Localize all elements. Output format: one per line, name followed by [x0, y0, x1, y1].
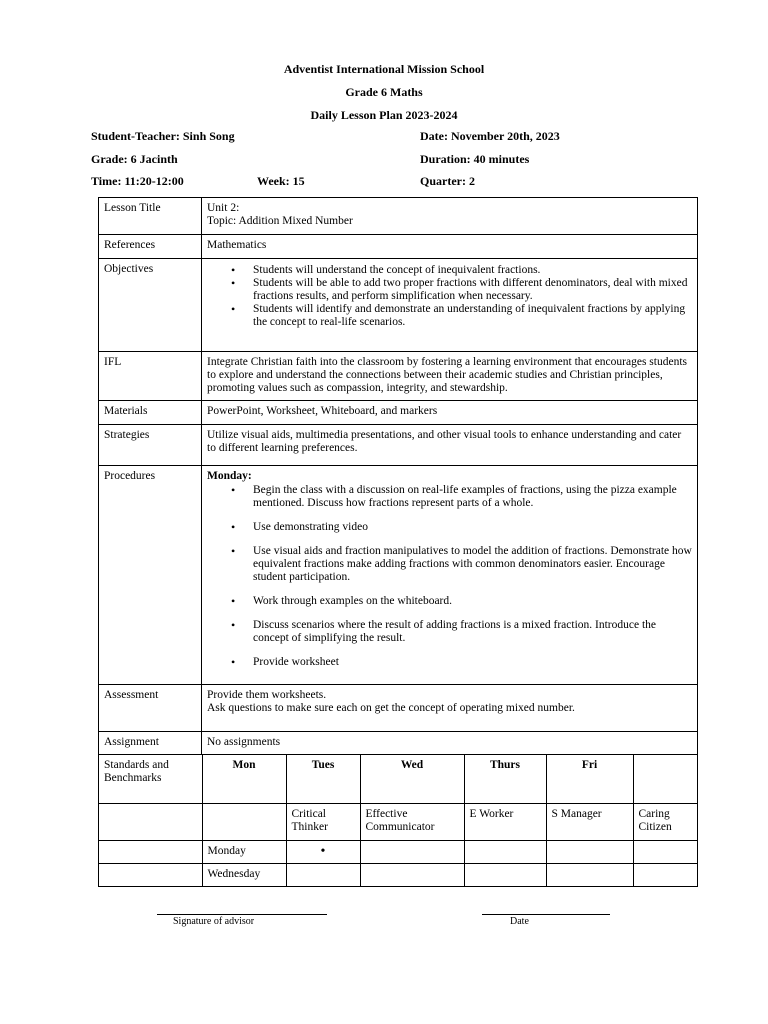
- standards-empty: [546, 864, 633, 887]
- assessment-value: [202, 685, 698, 732]
- standards-empty: [464, 841, 546, 864]
- procedures-row: [99, 466, 698, 685]
- assessment-line: Ask questions to make sure each on get the concept of operating mixed number.: [207, 702, 575, 714]
- grade-label: Grade: 6 Jacinth: [91, 152, 178, 166]
- procedure-item: • Discuss scenarios where the result of adding fractions is a mixed fraction. Introduce the concept of simplifying the result.: [253, 619, 692, 645]
- standards-day-label-empty: [99, 864, 202, 887]
- objective-item: • Students will be able to add two proper fractions with different denominators, deal with mixed fractions results, and perform simplification when necessary.: [253, 277, 692, 303]
- standards-mark: [286, 864, 360, 887]
- procedures-value: [202, 466, 698, 685]
- standards-day-row: [99, 841, 697, 864]
- standards-day-name: Monday: [202, 841, 286, 864]
- standards-traits-row: [99, 804, 697, 841]
- ifl-label: IFL: [99, 352, 202, 401]
- school-name: Adventist International Mission School: [283, 62, 485, 76]
- standards-empty: [464, 864, 546, 887]
- day-header: Thurs: [464, 755, 546, 804]
- assignment-label: Assignment: [99, 732, 202, 755]
- assignment-row: [99, 732, 698, 755]
- procedure-item: • Use demonstrating video: [253, 521, 692, 534]
- ifl-value: Integrate Christian faith into the classroom by fostering a learning environment that encourages students to explore and understand the connections between their academic studies and Christian principles, promoting values such as compassion, integrity, and stewardship.: [202, 352, 698, 401]
- objectives-label: Objectives: [99, 259, 202, 352]
- standards-day-name: Wednesday: [202, 864, 286, 887]
- procedure-item: • Use visual aids and fraction manipulatives to model the addition of fractions. Demonstrate how equivalent fractions make adding fractions with common denominators easier. Encourage student participation.: [253, 545, 692, 584]
- references-label: References: [99, 235, 202, 259]
- unit-line: Unit 2:: [207, 202, 240, 214]
- procedures-list: [207, 484, 692, 669]
- assignment-value: No assignments: [202, 732, 698, 755]
- procedures-label: Procedures: [99, 466, 202, 685]
- standards-cell: [99, 755, 698, 887]
- standards-empty: [546, 841, 633, 864]
- plan-title: Daily Lesson Plan 2023-2024: [310, 108, 458, 122]
- duration-label: Duration: 40 minutes: [420, 152, 530, 166]
- materials-value: PowerPoint, Worksheet, Whiteboard, and markers: [202, 401, 698, 425]
- time-label: Time: 11:20-12:00: [91, 174, 184, 188]
- assessment-label: Assessment: [99, 685, 202, 732]
- lesson-plan-table: [98, 197, 698, 887]
- standards-label: Standards and Benchmarks: [99, 755, 202, 804]
- assessment-row: [99, 685, 698, 732]
- references-row: [99, 235, 698, 259]
- standards-day-label-empty: [99, 841, 202, 864]
- standards-mark: •: [286, 841, 360, 864]
- date-signature-line: [482, 914, 610, 915]
- advisor-signature-label: Signature of advisor: [173, 916, 255, 927]
- trait-empty: [202, 804, 286, 841]
- references-value: Mathematics: [202, 235, 698, 259]
- date-signature-label: Date: [510, 916, 529, 927]
- standards-empty: [633, 841, 697, 864]
- ifl-row: [99, 352, 698, 401]
- procedure-item: • Provide worksheet: [253, 656, 692, 669]
- materials-row: [99, 401, 698, 425]
- procedures-day: Monday:: [207, 470, 252, 482]
- strategies-value: Utilize visual aids, multimedia presentations, and other visual tools to enhance understanding and cater to different learning preferences.: [202, 425, 698, 466]
- trait-label: Effective Communicator: [360, 804, 464, 841]
- quarter-label: Quarter: 2: [420, 174, 475, 188]
- trait-label: Critical Thinker: [286, 804, 360, 841]
- procedure-item: • Work through examples on the whiteboard.: [253, 595, 692, 608]
- strategies-row: [99, 425, 698, 466]
- standards-row: [99, 755, 698, 887]
- lesson-title-label: Lesson Title: [99, 198, 202, 235]
- day-header: Mon: [202, 755, 286, 804]
- day-header-empty: [633, 755, 697, 804]
- week-label: Week: 15: [257, 174, 305, 188]
- day-header: Wed: [360, 755, 464, 804]
- standards-empty: [360, 841, 464, 864]
- standards-days-row: [99, 755, 697, 804]
- objective-item: • Students will understand the concept of inequivalent fractions.: [253, 264, 692, 277]
- trait-label: E Worker: [464, 804, 546, 841]
- objectives-list: [207, 264, 692, 329]
- day-header: Tues: [286, 755, 360, 804]
- advisor-signature-line: [157, 914, 327, 915]
- lesson-title-row: [99, 198, 698, 235]
- trait-label: Caring Citizen: [633, 804, 697, 841]
- trait-row-label: [99, 804, 202, 841]
- trait-label: S Manager: [546, 804, 633, 841]
- standards-empty: [633, 864, 697, 887]
- topic-line: Topic: Addition Mixed Number: [207, 215, 353, 227]
- objective-item: • Students will identify and demonstrate an understanding of inequivalent fractions by applying the concept to real-life scenarios.: [253, 303, 692, 329]
- standards-table: [99, 755, 697, 886]
- standards-empty: [360, 864, 464, 887]
- strategies-label: Strategies: [99, 425, 202, 466]
- lesson-title-value: [202, 198, 698, 235]
- day-header: Fri: [546, 755, 633, 804]
- subject-title: Grade 6 Maths: [345, 85, 423, 99]
- procedure-item: • Begin the class with a discussion on real-life examples of fractions, using the pizza example mentioned. Discuss how fractions represent parts of a whole.: [253, 484, 692, 510]
- objectives-value: [202, 259, 698, 352]
- lesson-date: Date: November 20th, 2023: [420, 129, 560, 143]
- teacher-name: Student-Teacher: Sinh Song: [91, 129, 235, 143]
- assessment-line: Provide them worksheets.: [207, 689, 327, 701]
- standards-day-row: [99, 864, 697, 887]
- objectives-row: [99, 259, 698, 352]
- materials-label: Materials: [99, 401, 202, 425]
